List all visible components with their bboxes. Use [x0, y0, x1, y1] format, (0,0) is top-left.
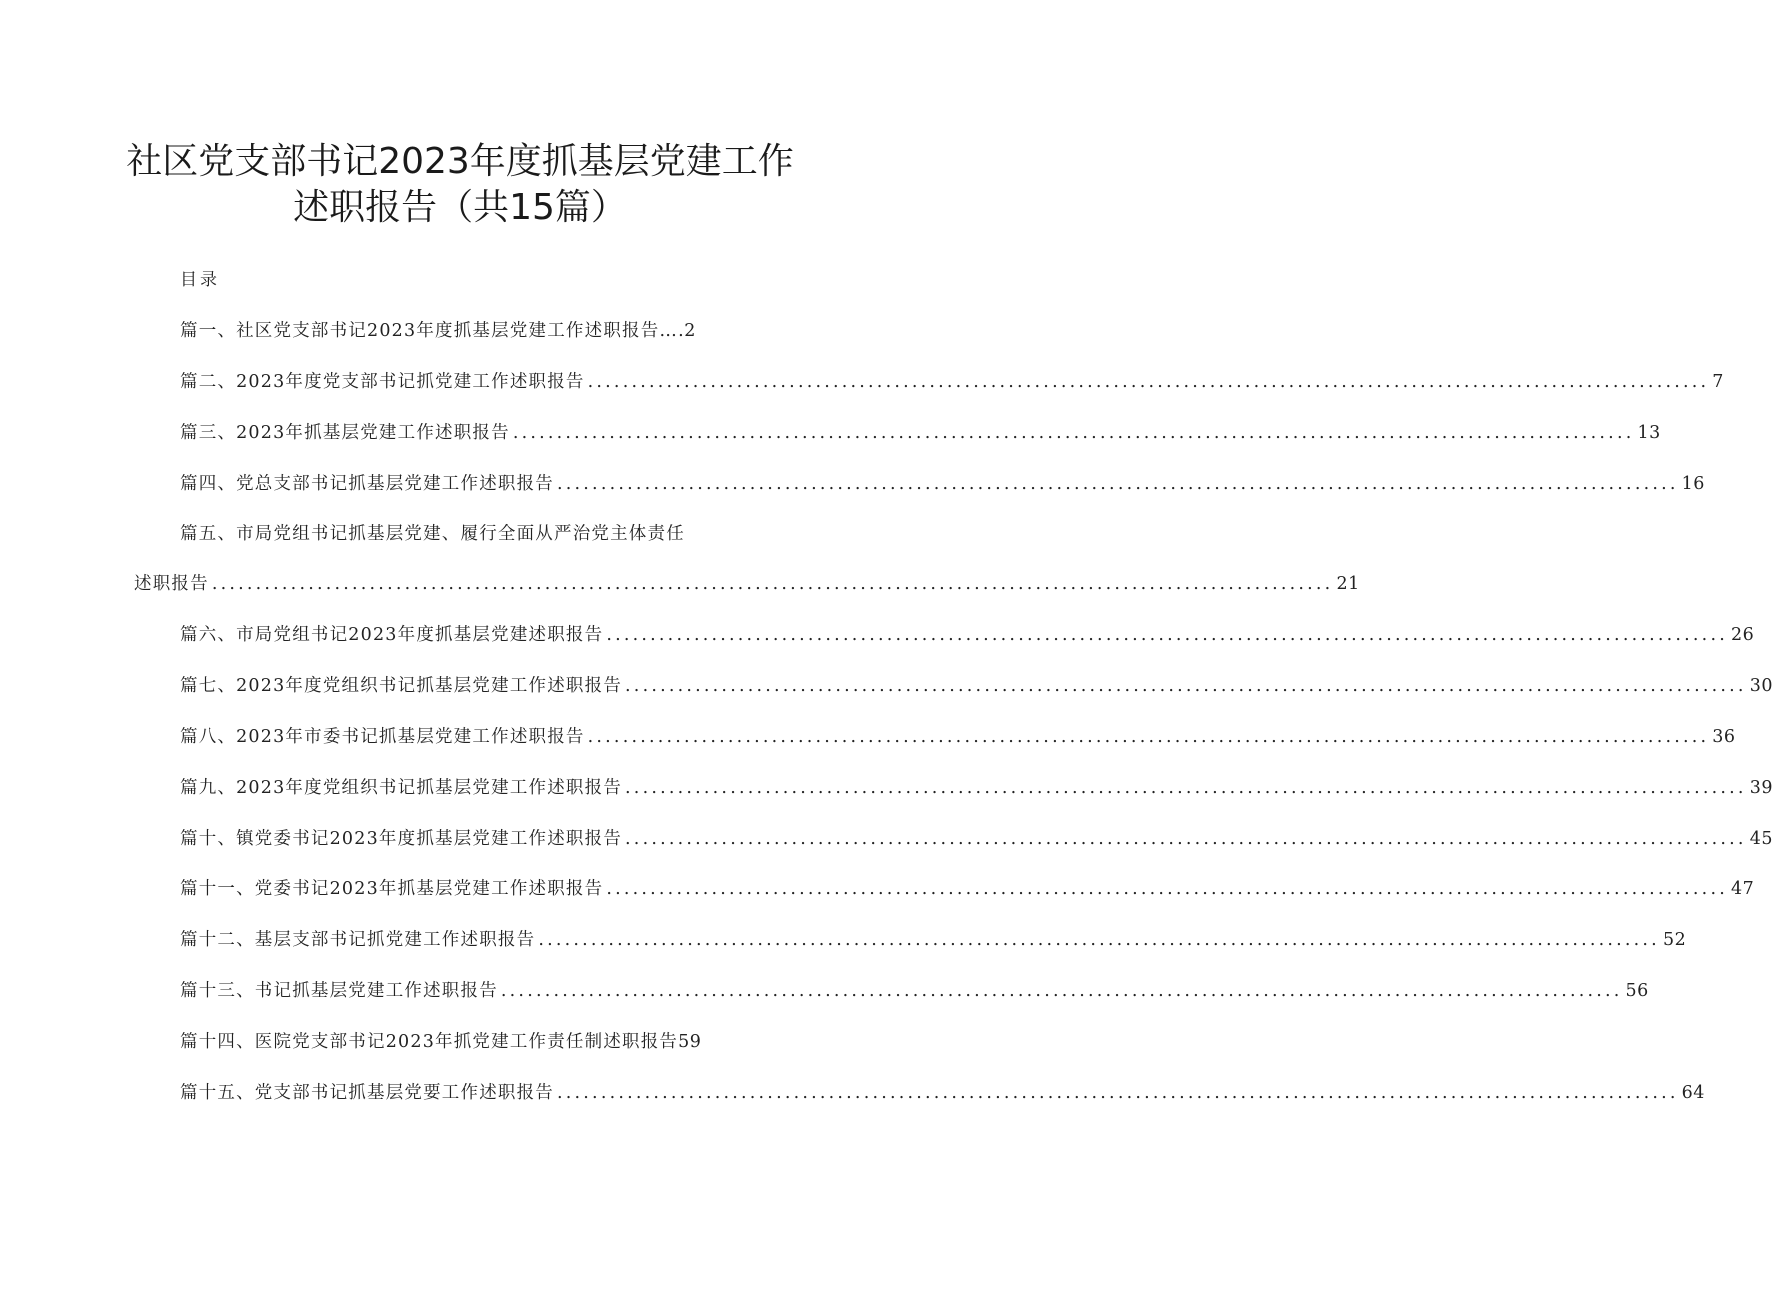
toc-leader-dots: ................................................................................................................................	[625, 829, 1747, 849]
toc-leader-dots: ................................................................................................................................	[587, 727, 1710, 747]
toc-entry-1[interactable]	[180, 318, 772, 344]
toc-entry-title: 篇十一、党委书记2023年抓基层党建工作述职报告	[180, 879, 604, 899]
toc-entry-4[interactable]	[180, 471, 1705, 497]
toc-entry-2[interactable]	[180, 369, 1724, 395]
toc-entry-page: .2	[678, 321, 696, 341]
toc-entry-title: 篇六、市局党组书记2023年度抓基层党建述职报告	[180, 625, 604, 645]
toc-entry-3[interactable]	[180, 420, 1661, 446]
toc-leader-dots: ................................................................................................................................	[557, 474, 1679, 494]
toc-entry-title: 篇四、党总支部书记抓基层党建工作述职报告	[180, 474, 554, 494]
toc-entry-page: 7	[1712, 372, 1724, 392]
toc-entry-9[interactable]	[180, 775, 1773, 801]
toc-leader-dots: ................................................................................................................................	[587, 372, 1710, 392]
toc-leader-dots: ................................................................................................................................	[625, 676, 1747, 696]
toc-entry-page: 39	[1749, 778, 1773, 798]
toc-entry-title: 篇三、2023年抓基层党建工作述职报告	[180, 423, 510, 443]
toc-entry-page: 16	[1681, 474, 1705, 494]
toc-entry-8[interactable]	[180, 724, 1736, 750]
toc-leader-dots: ................................................................................................................................	[606, 625, 1728, 645]
toc-leader-dots: ................................................................................................................................	[211, 574, 1334, 594]
toc-leader-dots: ................................................................................................................................	[512, 423, 1635, 443]
toc-entry-5-title-line-1[interactable]: 篇五、市局党组书记抓基层党建、履行全面从严治党主体责任	[180, 524, 685, 544]
toc-entry-6[interactable]	[180, 622, 1755, 648]
toc-entry-title: 篇二、2023年度党支部书记抓党建工作述职报告	[180, 372, 585, 392]
toc-entry-11[interactable]	[180, 876, 1755, 902]
toc-entry-12[interactable]	[180, 927, 1687, 953]
toc-entry-page: 30	[1749, 676, 1773, 696]
toc-entry-title: 篇十、镇党委书记2023年度抓基层党建工作述职报告	[180, 829, 623, 849]
toc-entry-13[interactable]	[180, 978, 1649, 1004]
document-title-line-2: 述职报告（共15篇）	[293, 187, 627, 228]
toc-entry-page: 36	[1712, 727, 1736, 747]
toc-entry-title: 篇十三、书记抓基层党建工作述职报告	[180, 981, 498, 1001]
toc-entry-page: 47	[1730, 879, 1755, 899]
toc-entry-title: 篇一、社区党支部书记2023年度抓基层党建工作述职报告…	[180, 321, 679, 341]
toc-entry-page: 21	[1336, 574, 1360, 594]
toc-entry-5[interactable]	[134, 571, 1360, 597]
toc-entry-15[interactable]	[180, 1080, 1705, 1106]
toc-entry-page: 59	[678, 1032, 702, 1052]
toc-entry-page: 64	[1681, 1083, 1705, 1103]
toc-entry-page: 56	[1625, 981, 1649, 1001]
toc-leader-dots: ................................................................................................................................	[538, 930, 1660, 950]
toc-entry-page: 45	[1749, 829, 1773, 849]
document-title-line-1: 社区党支部书记2023年度抓基层党建工作	[126, 141, 794, 182]
toc-entry-14[interactable]	[180, 1029, 772, 1055]
toc-entry-title: 篇九、2023年度党组织书记抓基层党建工作述职报告	[180, 778, 623, 798]
toc-entry-page: 13	[1637, 423, 1661, 443]
toc-entry-title: 篇八、2023年市委书记抓基层党建工作述职报告	[180, 727, 585, 747]
toc-entry-title: 篇十二、基层支部书记抓党建工作述职报告	[180, 930, 536, 950]
toc-entry-page: 52	[1662, 930, 1687, 950]
toc-leader-dots: ................................................................................................................................	[625, 778, 1747, 798]
toc-entry-10[interactable]	[180, 826, 1773, 852]
toc-entry-title: 述职报告	[134, 574, 209, 594]
toc-leader-dots: ................................................................................................................................	[606, 879, 1728, 899]
toc-leader-dots: ................................................................................................................................	[500, 981, 1623, 1001]
toc-entry-7[interactable]	[180, 673, 1773, 699]
toc-entry-title: 篇十四、医院党支部书记2023年抓党建工作责任制述职报告	[180, 1032, 679, 1052]
toc-leader-dots: ................................................................................................................................	[557, 1083, 1679, 1103]
toc-entry-page: 26	[1730, 625, 1755, 645]
toc-heading: 目录	[180, 270, 220, 290]
toc-entry-title: 篇七、2023年度党组织书记抓基层党建工作述职报告	[180, 676, 623, 696]
toc-entry-title: 篇十五、党支部书记抓基层党要工作述职报告	[180, 1083, 554, 1103]
